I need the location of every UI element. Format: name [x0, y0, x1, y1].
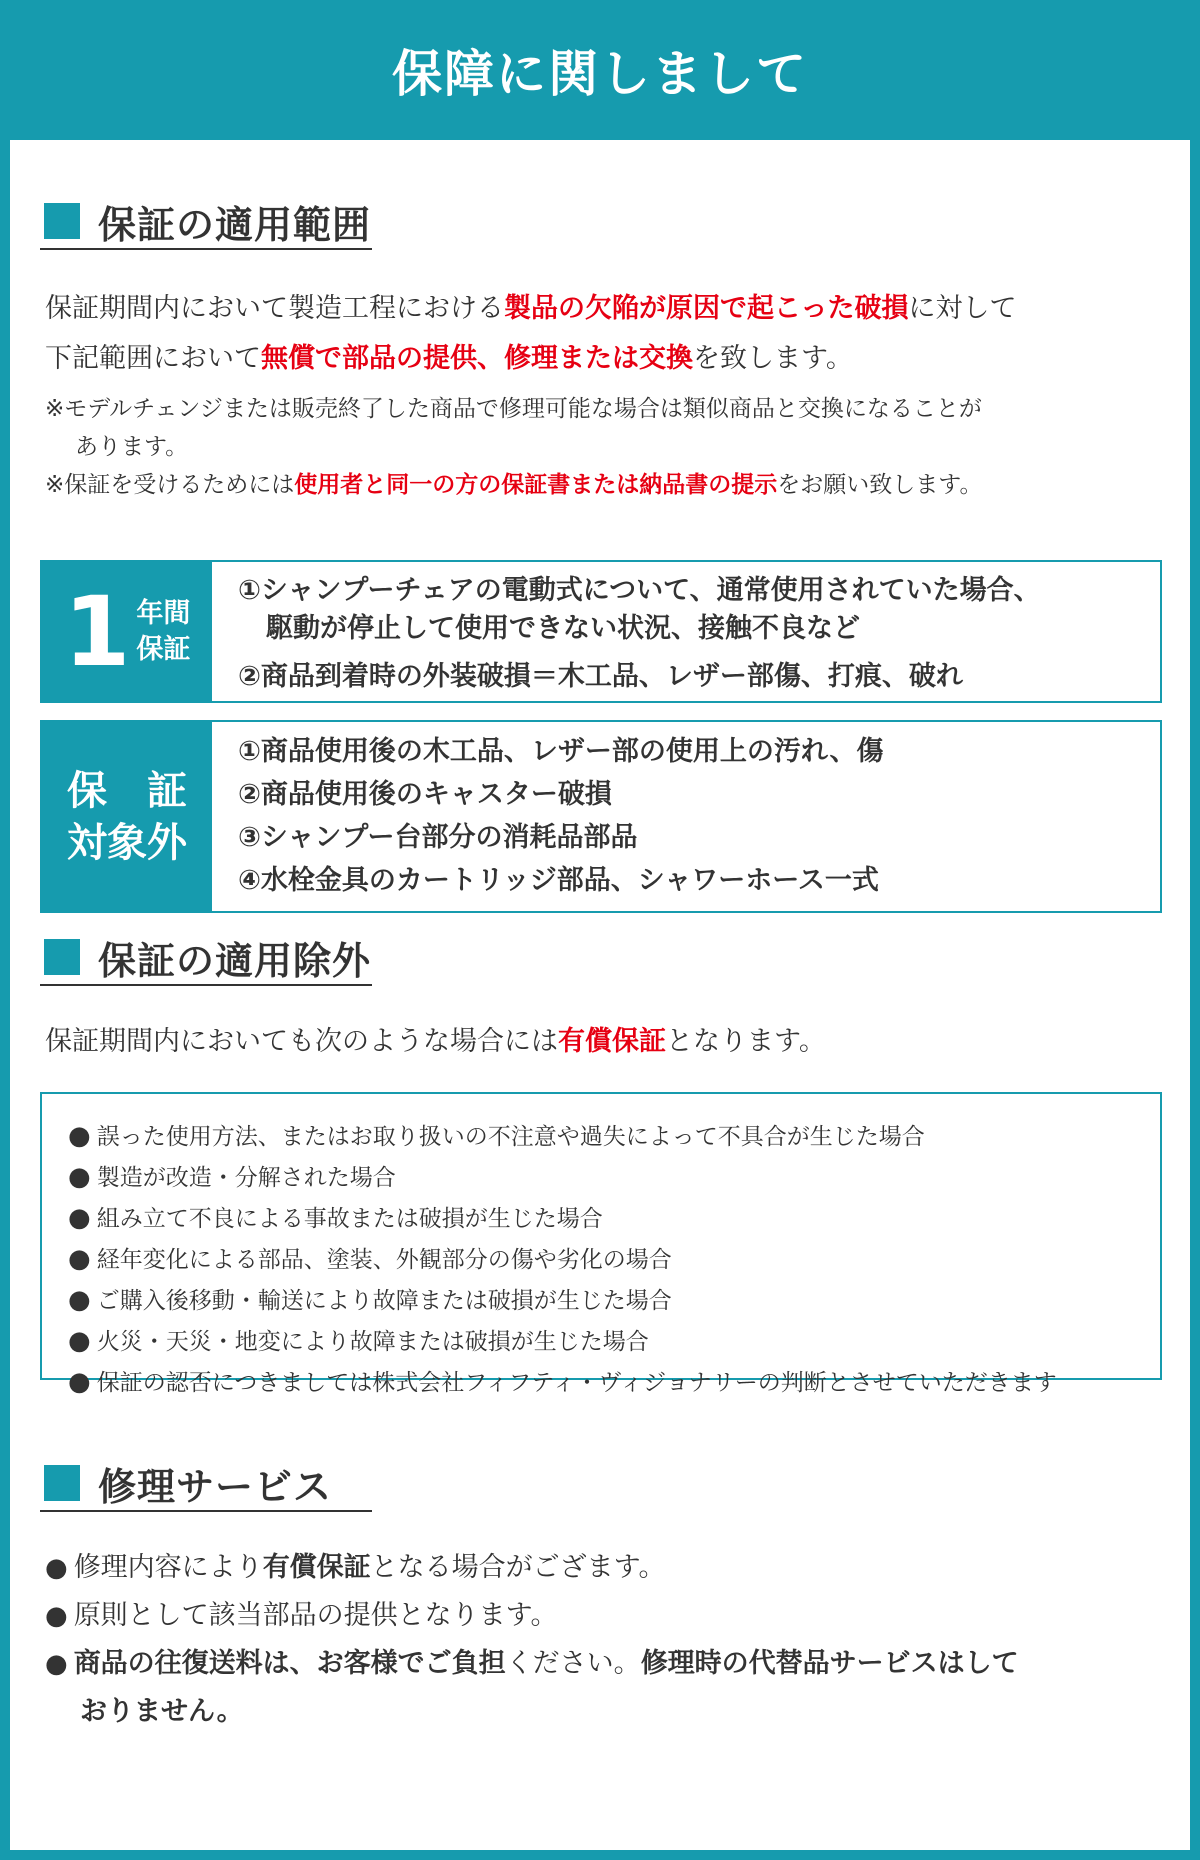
- one-year-item-2: ②商品到着時の外装破損＝木工品、レザー部傷、打痕、破れ: [238, 661, 963, 692]
- list-item-text: ご購入後移動・輸送により故障または破損が生じた場合: [96, 1288, 672, 1314]
- one-year-label-bottom: 保証: [136, 633, 191, 665]
- list-item-text: 誤った使用方法、またはお取り扱いの不注意や過失によって不具合が生じた場合: [96, 1124, 925, 1150]
- exclusion-heading-text: 保証の適用除外: [98, 938, 372, 983]
- heading-square-icon: [44, 1465, 80, 1501]
- bullet-icon: ●: [68, 1121, 91, 1151]
- title-banner: [0, 0, 1200, 140]
- heading-square-icon: [44, 939, 80, 975]
- bullet-icon: ●: [68, 1244, 91, 1274]
- list-item-text: 火災・天災・地変により故障または破損が生じた場合: [96, 1329, 649, 1355]
- one-year-item-1a: ①シャンプーチェアの電動式について、通常使用されていた場合、: [238, 575, 1041, 606]
- bullet-icon: ●: [45, 1601, 68, 1631]
- page-title: 保障に関しまして: [392, 45, 808, 103]
- one-year-number: 1: [63, 575, 131, 688]
- excluded-label-bottom: 対象外: [67, 819, 187, 866]
- scope-line-1-emphasis: 製品の欠陥が原因で起こった破損: [504, 293, 909, 324]
- exclusion-line-b: となります。: [666, 1026, 826, 1057]
- bullet-icon: ●: [68, 1367, 91, 1397]
- excluded-box: [40, 720, 1162, 913]
- repair-item-1: [45, 1544, 666, 1592]
- excluded-label: [42, 722, 212, 911]
- excluded-items: [212, 722, 883, 911]
- repair-item-1-bold: 有償保証: [262, 1552, 371, 1583]
- scope-note-1a: ※モデルチェンジまたは販売終了した商品で修理可能な場合は類似商品と交換になることが: [45, 396, 982, 422]
- exclusion-list: [40, 1092, 1162, 1397]
- repair-item-3-bold-b: 修理時の代替品サービスはして: [640, 1648, 1019, 1679]
- exclusion-line-a: 保証期間内においても次のような場合には: [45, 1026, 558, 1057]
- repair-item-3-bold-a: 商品の往復送料は、お客様でご負担: [73, 1648, 506, 1679]
- repair-heading-text: 修理サービス: [98, 1464, 333, 1509]
- exclusion-heading: [40, 930, 372, 986]
- list-item: [68, 1157, 1160, 1198]
- list-item-text: 保証の認否につきましては株式会社フィフティ・ヴィジョナリーの判断とさせていただきます: [96, 1370, 1057, 1396]
- repair-heading: [40, 1456, 372, 1512]
- excluded-item: ②商品使用後のキャスター破損: [238, 779, 612, 810]
- excluded-item: ①商品使用後の木工品、レザー部の使用上の汚れ、傷: [238, 736, 884, 767]
- scope-note-2-emphasis: 使用者と同一の方の保証書または納品書の提示: [294, 472, 778, 498]
- list-item: [68, 1362, 1160, 1403]
- list-item: [68, 1321, 1160, 1362]
- scope-line-2: [45, 334, 853, 384]
- repair-item-3-normal: ください。: [505, 1648, 641, 1679]
- list-item-text: 組み立て不良による事故または破損が生じた場合: [96, 1206, 603, 1232]
- one-year-warranty-box: [40, 560, 1162, 703]
- one-year-label-top: 年間: [136, 597, 191, 629]
- repair-item-2: [45, 1592, 558, 1640]
- scope-note-2a: ※保証を受けるためには: [45, 472, 295, 498]
- repair-item-1b: となる場合がござます。: [370, 1552, 666, 1583]
- one-year-item-1b: 駆動が停止して使用できない状況、接触不良など: [266, 613, 860, 644]
- list-item-text: 経年変化による部品、塗装、外観部分の傷や劣化の場合: [96, 1247, 672, 1273]
- repair-item-3-continued: [80, 1688, 244, 1736]
- exclusion-line: [45, 1017, 826, 1067]
- scope-note-1b: あります。: [75, 434, 189, 460]
- excluded-item: ④水栓金具のカートリッジ部品、シャワーホース一式: [238, 865, 879, 896]
- scope-line-1: [45, 284, 1016, 334]
- list-item: [68, 1239, 1160, 1280]
- scope-note-2: [45, 466, 982, 504]
- scope-line-1a: 保証期間内において製造工程における: [45, 293, 504, 324]
- scope-line-2-emphasis: 無償で部品の提供、修理または交換: [261, 343, 693, 374]
- bullet-icon: ●: [45, 1649, 68, 1679]
- excluded-item: ③シャンプー台部分の消耗品部品: [238, 822, 638, 853]
- repair-item-3: [45, 1640, 1019, 1688]
- bullet-icon: ●: [68, 1285, 91, 1315]
- excluded-label-top: 保 証: [67, 767, 187, 814]
- content-panel: [10, 140, 1190, 1850]
- one-year-label: [42, 562, 212, 701]
- scope-line-2b: を致します。: [693, 343, 853, 374]
- scope-heading-text: 保証の適用範囲: [98, 202, 372, 247]
- bullet-icon: ●: [45, 1553, 68, 1583]
- exclusion-line-emphasis: 有償保証: [558, 1026, 666, 1057]
- repair-item-3-bold-c: おりません。: [80, 1696, 244, 1727]
- scope-heading: [40, 194, 372, 250]
- bullet-icon: ●: [68, 1162, 91, 1192]
- scope-note-2b: をお願い致します。: [777, 472, 983, 498]
- list-item-text: 製造が改造・分解された場合: [96, 1165, 396, 1191]
- scope-line-1b: に対して: [908, 293, 1017, 324]
- scope-line-2a: 下記範囲において: [45, 343, 261, 374]
- one-year-items: [212, 562, 1041, 701]
- list-item: [68, 1116, 1160, 1157]
- repair-item-1a: 修理内容により: [73, 1552, 263, 1583]
- heading-square-icon: [44, 203, 80, 239]
- bullet-icon: ●: [68, 1326, 91, 1356]
- list-item: [68, 1198, 1160, 1239]
- bullet-icon: ●: [68, 1203, 91, 1233]
- list-item: [68, 1280, 1160, 1321]
- repair-item-2-text: 原則として該当部品の提供となります。: [73, 1600, 558, 1631]
